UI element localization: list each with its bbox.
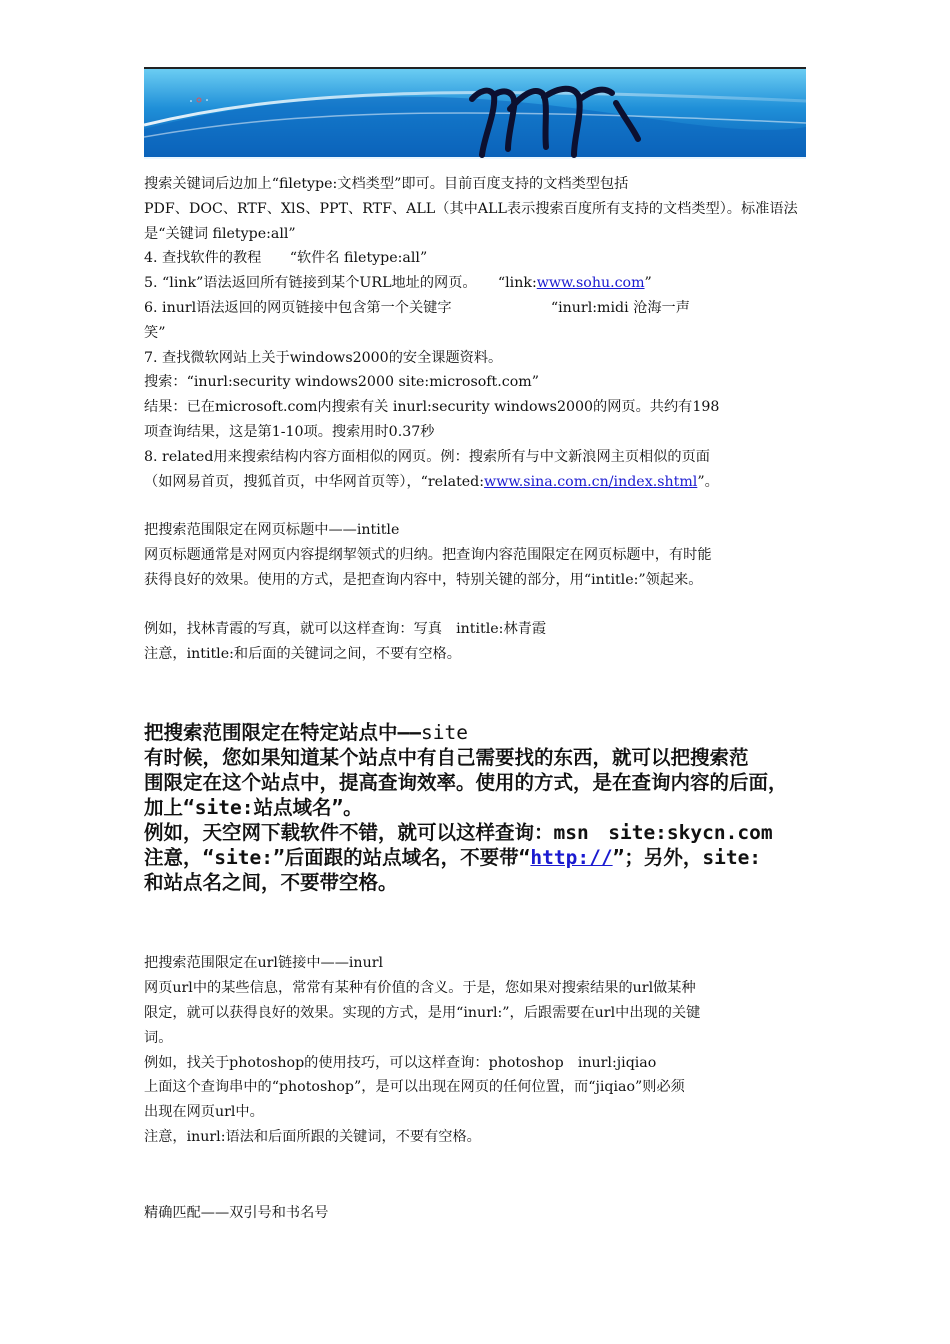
paragraph: 是“关键词 filetype:all” — [144, 225, 296, 242]
text: 注意，“site:”后面跟的站点域名，不要带“ — [144, 846, 531, 870]
section-heading-site — [144, 720, 812, 745]
paragraph: 网页url中的某些信息，常常有某种有价值的含义。于是，您如果对搜索结果的url做某种 — [144, 980, 696, 997]
paragraph: 限定，就可以获得良好的效果。实现的方式，是用“inurl:”，后跟需要在url中出现的关键 — [144, 1004, 701, 1021]
paragraph: 笑” — [144, 324, 166, 341]
paragraph: 7. 查找微软网站上关于windows2000的安全课题资料。 — [144, 349, 503, 366]
document-body — [144, 172, 812, 1226]
paragraph: 注意，intitle:和后面的关键词之间，不要有空格。 — [144, 645, 461, 662]
spacer — [144, 593, 812, 617]
bold-paragraph: 有时候，您如果知道某个站点中有自己需要找的东西，就可以把搜索范 — [144, 746, 749, 770]
paragraph: 词。 — [144, 1029, 173, 1046]
sina-link[interactable]: www.sina.com.cn/index.shtml — [484, 473, 698, 490]
sohu-link[interactable]: www.sohu.com — [536, 275, 645, 292]
bold-paragraph: 围限定在这个站点中，提高查询效率。使用的方式，是在查询内容的后面， — [144, 771, 788, 795]
paragraph: 上面这个查询串中的“photoshop”，是可以出现在网页的任何位置，而“jiqiao”则必须 — [144, 1079, 685, 1096]
bold-paragraph: 和站点名之间，不要带空格。 — [144, 871, 398, 895]
bold-paragraph — [144, 845, 812, 870]
section-heading-inurl: 把搜索范围限定在url链接中——inurl — [144, 955, 384, 972]
spacer — [144, 666, 812, 714]
bold-paragraph: 加上“site:站点域名”。 — [144, 796, 363, 820]
paragraph: 例如，找关于photoshop的使用技巧，可以这样查询：photoshop inurl:jiqiao — [144, 1054, 657, 1071]
spacer — [144, 1150, 812, 1198]
spacer — [144, 943, 812, 951]
banner-graphic — [144, 67, 806, 159]
text: ”。 — [697, 473, 719, 490]
header-banner — [144, 67, 806, 159]
section-heading-intitle: 把搜索范围限定在网页标题中——intitle — [144, 522, 400, 539]
paragraph: 例如，找林青霞的写真，就可以这样查询：写真 intitle:林青霞 — [144, 620, 547, 637]
paragraph: PDF、DOC、RTF、XlS、PPT、RTF、ALL（其中ALL表示搜索百度所有支持的文档类型）。标准语法 — [144, 200, 798, 217]
paragraph: 8. related用来搜索结构内容方面相似的网页。例：搜索所有与中文新浪网主页相似的页面 — [144, 448, 710, 465]
paragraph — [144, 470, 812, 495]
bold-paragraph: 例如，天空网下载软件不错，就可以这样查询：msn site:skycn.com — [144, 821, 773, 845]
text: ”；另外，site: — [612, 846, 762, 870]
spacer — [144, 494, 812, 518]
text: 5. “link”语法返回所有链接到某个URL地址的网页。 “link: — [144, 275, 537, 292]
paragraph: 4. 查找软件的教程 “软件名 filetype:all” — [144, 250, 428, 267]
paragraph — [144, 271, 812, 296]
spacer — [144, 895, 812, 943]
text: ” — [644, 275, 652, 292]
paragraph: 搜索：“inurl:security windows2000 site:microsoft.com” — [144, 374, 539, 391]
paragraph: 6. inurl语法返回的网页链接中包含第一个关键字 “inurl:midi 沧海一声 — [144, 299, 690, 316]
text: （如网易首页，搜狐首页，中华网首页等），“related: — [144, 473, 485, 490]
paragraph: 结果：已在microsoft.com内搜索有关 inurl:security windows2000的网页。共约有198 — [144, 399, 720, 416]
paragraph: 搜索关键词后边加上“filetype:文档类型”即可。目前百度支持的文档类型包括 — [144, 176, 629, 192]
paragraph: 出现在网页url中。 — [144, 1104, 264, 1121]
paragraph: 注意，inurl:语法和后面所跟的关键词，不要有空格。 — [144, 1128, 481, 1145]
text: 把搜索范围限定在特定站点中—— — [144, 721, 421, 745]
paragraph: 项查询结果，这是第1-10项。搜索用时0.37秒 — [144, 423, 435, 440]
paragraph: 获得良好的效果。使用的方式，是把查询内容中，特别关键的部分，用“intitle:”领起来。 — [144, 571, 703, 588]
section-heading-exact-match: 精确匹配——双引号和书名号 — [144, 1204, 329, 1221]
text: site — [420, 721, 468, 745]
http-link[interactable]: http:// — [530, 846, 613, 870]
paragraph: 网页标题通常是对网页内容提纲挈领式的归纳。把查询内容范围限定在网页标题中，有时能 — [144, 547, 712, 564]
